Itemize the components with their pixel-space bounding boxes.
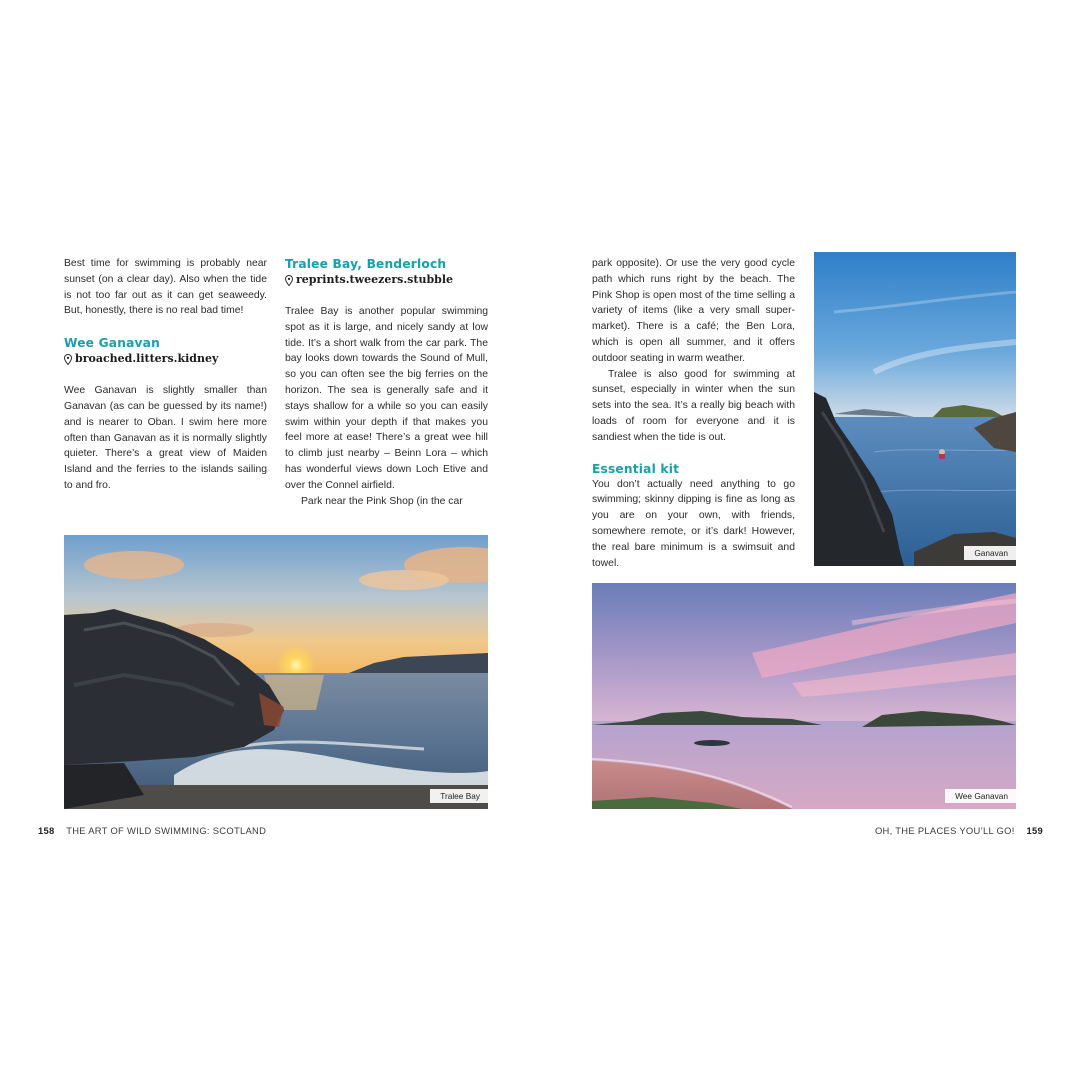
tralee-bay-location [285, 272, 488, 288]
ganavan-caption: Ganavan [964, 546, 1016, 560]
wee-ganavan-heading: Wee Ganavan [64, 336, 160, 351]
location-pin-icon [64, 354, 72, 365]
tralee-bay-photo [64, 535, 488, 809]
tralee-bay-image [64, 535, 488, 809]
wee-ganavan-image [592, 583, 1016, 809]
tralee-bay-heading: Tralee Bay, Benderloch [285, 257, 447, 271]
right-folio [875, 825, 1043, 837]
right-page-number: 159 [1026, 825, 1043, 836]
wee-ganavan-location [64, 351, 267, 367]
sunset-paragraph: Tralee is also good for swimming at sunset, especially in winter when the sun sets into the sea. It’s a really big beach with loads of room for everyone and it is sandiest when the tide is out. [592, 368, 795, 443]
left-page-column-2 [285, 256, 488, 509]
ganavan-image [814, 252, 1016, 566]
essential-kit-body: You don’t actually need anything to go swimming; skinny dipping is fine as long as you are on your own, with friends, somewhere remote, or it’s dark! However, the real bare minimum is a swimsuit and towel. [592, 478, 795, 569]
right-running-title: OH, THE PLACES YOU’LL GO! [874, 825, 1015, 836]
intro-paragraph: Best time for swimming is probably near sunset (on a clear day). Also when the tide is not too far out as it can get seaweedy. But, honestly, there is no real bad time! [64, 258, 267, 317]
ganavan-photo [814, 252, 1016, 566]
location-pin-icon [285, 275, 293, 286]
wee-ganavan-body: Wee Ganavan is slightly smaller than Ganavan (as can be guessed by its name!) and is nearer to Oban. I swim here more often than Ganavan as it is normally slightly quieter. There’s a great view of Maiden Island and the ferries to the islands sailing to and fro. [64, 385, 267, 491]
tralee-bay-caption: Tralee Bay [430, 789, 488, 803]
left-folio [38, 825, 266, 837]
wee-ganavan-caption: Wee Ganavan [945, 789, 1016, 803]
left-page-number: 158 [38, 825, 55, 836]
tralee-bay-body-2: Park near the Pink Shop (in the car [301, 495, 463, 507]
tralee-bay-w3w-address: reprints.tweezers.stubble [296, 273, 454, 286]
right-page-column [592, 256, 795, 571]
wee-ganavan-w3w-address: broached.litters.kidney [75, 352, 219, 366]
wee-ganavan-photo [592, 583, 1016, 809]
left-page-column-1 [64, 256, 267, 494]
left-running-title: THE ART OF WILD SWIMMING: SCOTLAND [66, 825, 267, 836]
essential-kit-heading: Essential kit [592, 461, 680, 476]
tralee-bay-body: Tralee Bay is another popular swimming spot as it is large, and nicely sandy at low tide. It’s a short walk from the car park. The bay looks down towards the Sound of Mull, so you can often see the big ferries on the horizon. The sea is generally safe and it stays shallow for a while so you can easily swim within your depth if that makes you feel more at ease! There’s a great wee hill to climb just nearby – Beinn Lora – which has wonderful views down Loch Etive and over the Connel airfield. [285, 306, 488, 491]
continued-paragraph: park opposite). Or use the very good cycle path which runs right by the beach. The Pink Shop is open most of the time selling a variety of items (like a very small super-market). There is a café; the Ben Lora, which is open all summer, and it offers outdoor seating in warm weather. [592, 258, 795, 364]
